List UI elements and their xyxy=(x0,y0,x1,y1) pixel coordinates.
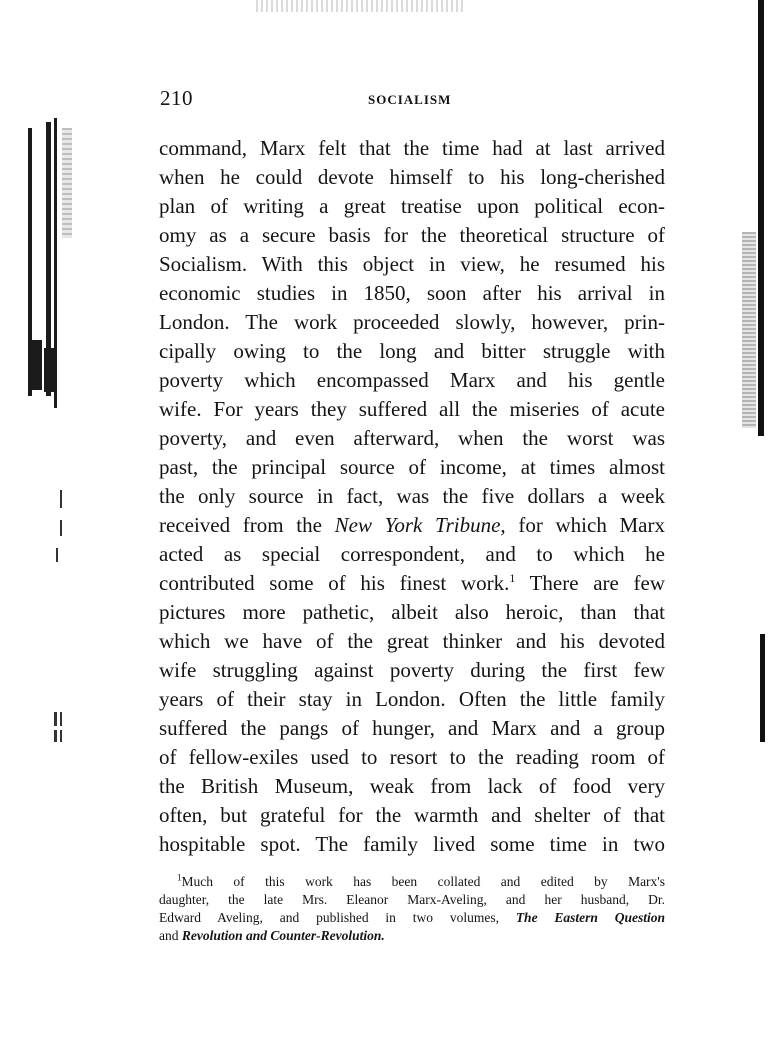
text-line: years of their stay in London. Often the little family xyxy=(159,687,665,711)
scan-artifact-right-fade xyxy=(742,232,756,428)
text-line: London. The work proceeded slowly, however, prin- xyxy=(159,310,665,334)
text-line: poverty, and even afterward, when the worst was xyxy=(159,426,665,450)
scan-speck xyxy=(60,490,62,508)
scan-speck xyxy=(54,712,57,726)
text-line: acted as special correspondent, and to which he xyxy=(159,542,665,566)
text-line: Socialism. With this object in view, he resumed his xyxy=(159,252,665,276)
running-head: SOCIALISM xyxy=(368,92,452,107)
footnote-line: daughter, the late Mrs. Eleanor Marx-Aveling, and her husband, Dr. xyxy=(159,892,665,907)
text-line: the British Museum, weak from lack of food very xyxy=(159,774,665,798)
scan-artifact-right-bar xyxy=(758,0,764,436)
scan-artifact-right-bar-2 xyxy=(760,634,765,742)
text-fragment: contributed some of his finest work. xyxy=(159,571,510,595)
scan-speck xyxy=(60,730,62,742)
footnote xyxy=(159,873,665,945)
text-line-footnote-ref xyxy=(159,569,665,598)
text-line: suffered the pangs of hunger, and Marx and a group xyxy=(159,716,665,740)
text-line: which we have of the great thinker and his devoted xyxy=(159,629,665,653)
footnote-text: Much of this work has been collated and edited by Marx's xyxy=(181,874,665,889)
scan-speck xyxy=(60,520,62,536)
scan-artifact-left-block-2 xyxy=(44,348,56,392)
text-fragment: received from the xyxy=(159,513,335,537)
text-line: cipally owing to the long and bitter struggle with xyxy=(159,339,665,363)
text-line: wife. For years they suffered all the miseries of acute xyxy=(159,397,665,421)
scan-artifact-left-fade xyxy=(62,128,72,238)
book-title: Revolution and Counter-Revolution. xyxy=(181,928,385,943)
text-line: command, Marx felt that the time had at last arrived xyxy=(159,136,665,160)
text-line: the only source in fact, was the five dollars a week xyxy=(159,484,665,508)
scan-speck xyxy=(56,548,58,562)
text-fragment: There are few xyxy=(515,571,665,595)
book-title: The Eastern Question xyxy=(515,910,665,925)
footnote-line xyxy=(159,927,665,945)
text-line: plan of writing a great treatise upon political econ- xyxy=(159,194,665,218)
scan-speck xyxy=(54,730,57,742)
page-number: 210 xyxy=(160,86,193,110)
newspaper-title: New York Tribune, xyxy=(334,513,506,537)
scan-speck xyxy=(60,712,62,726)
text-line: omy as a secure basis for the theoretical structure of xyxy=(159,223,665,247)
footnote-text: Edward Aveling, and published in two volumes, xyxy=(159,910,516,925)
text-line: poverty which encompassed Marx and his gentle xyxy=(159,368,665,392)
footnote-reference[interactable]: 1 xyxy=(509,571,516,585)
text-line-tribune xyxy=(159,511,665,540)
text-line: economic studies in 1850, soon after his arrival in xyxy=(159,281,665,305)
text-fragment: for which Marx xyxy=(505,513,665,537)
footnote-text: and xyxy=(159,928,182,943)
scan-artifact-left-block xyxy=(30,340,42,390)
footnote-line xyxy=(159,909,665,927)
text-line: wife struggling against poverty during the first few xyxy=(159,658,665,682)
text-line: of fellow-exiles used to resort to the reading room of xyxy=(159,745,665,769)
text-line: pictures more pathetic, albeit also heroic, than that xyxy=(159,600,665,624)
text-line: often, but grateful for the warmth and shelter of that xyxy=(159,803,665,827)
footnote-mark: 1 xyxy=(177,873,182,883)
text-line: past, the principal source of income, at times almost xyxy=(159,455,665,479)
text-line: when he could devote himself to his long-cherished xyxy=(159,165,665,189)
body-text xyxy=(159,134,665,859)
scan-artifact-top xyxy=(256,0,466,12)
footnote-line xyxy=(159,873,665,891)
text-line: hospitable spot. The family lived some time in two xyxy=(159,832,665,856)
